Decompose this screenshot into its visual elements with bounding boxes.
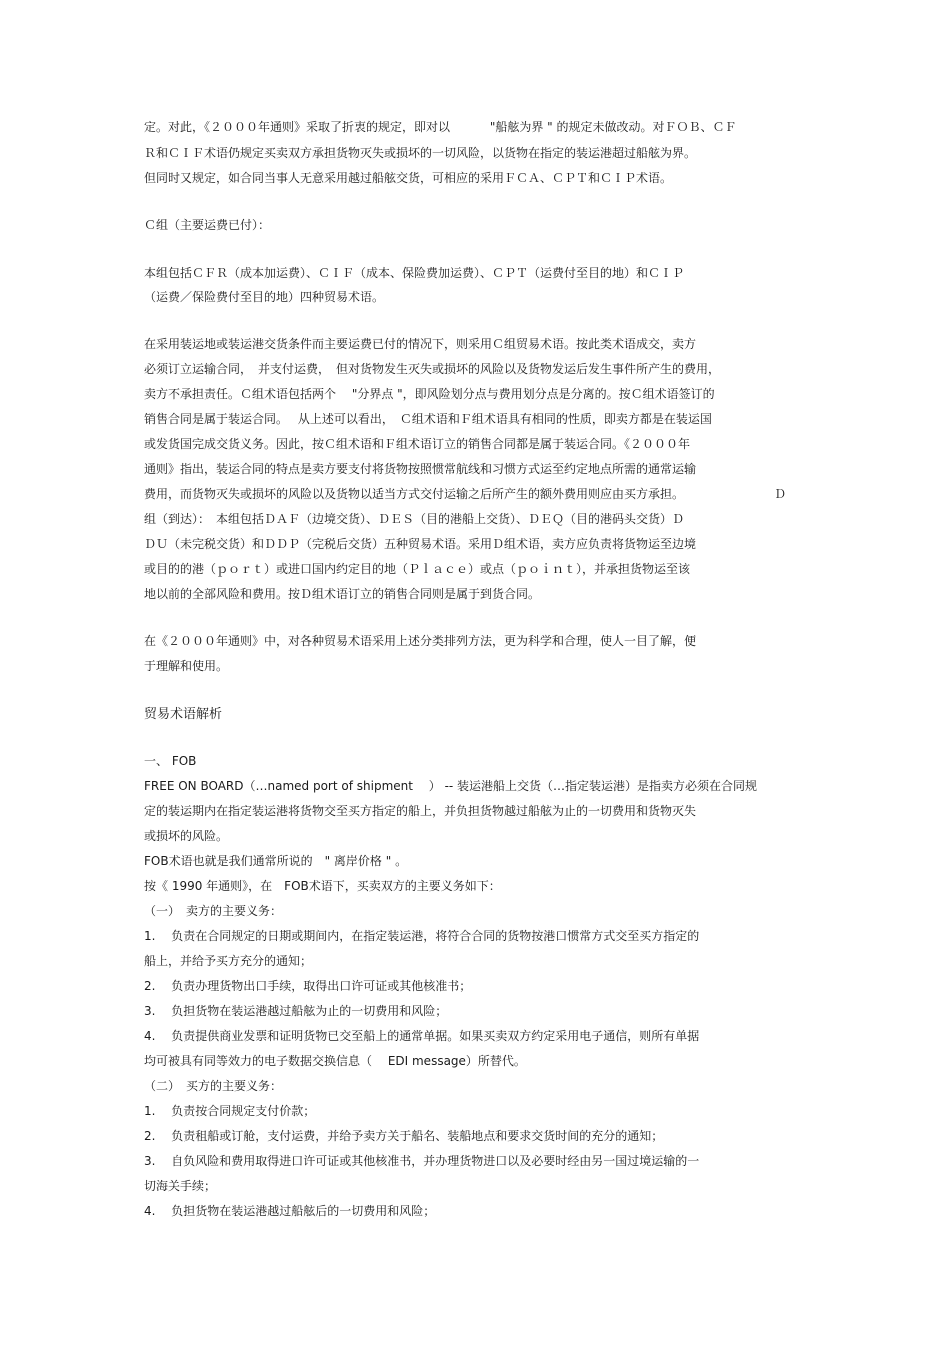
text-line: 卖方不承担责任。Ｃ组术语包括两个 "分界点 "，即风险划分点与费用划分点是分离的。按Ｃ组术语签订的 (144, 387, 715, 401)
list-item: 2. 负责租船或订舱，支付运费，并给予卖方关于船名、装船地点和要求交货时间的充分的通知； (144, 1129, 664, 1143)
text-line: 费用，而货物灭失或损坏的风险以及货物以适当方式交付运输之后所产生的额外费用则应由买方承担。 Ｄ (144, 487, 787, 501)
text-line: （运费／保险费付至目的地）四种贸易术语。 (144, 290, 385, 304)
list-item: 2. 负责办理货物出口手续，取得出口许可证或其他核准书； (144, 979, 472, 993)
list-item: 3. 自负风险和费用取得进口许可证或其他核准书，并办理货物进口以及必要时经由另一国过境运输的一 (144, 1154, 700, 1168)
text-line: 但同时又规定，如合同当事人无意采用越过船舷交货，可相应的采用ＦＣＡ、ＣＰＴ和ＣＩＰ术语。 (144, 171, 673, 185)
text-line: 通则》指出，装运合同的特点是卖方要支付将货物按照惯常航线和习惯方式运至约定地点所需的通常运输 (144, 462, 697, 476)
text-line: 或发货国完成交货义务。因此，按Ｃ组术语和Ｆ组术语订立的销售合同都是属于装运合同。《２０００年 (144, 437, 691, 451)
text-line: 销售合同是属于装运合同。 从上述可以看出， Ｃ组术语和Ｆ组术语具有相同的性质，即卖方都是在装运国 (144, 412, 712, 426)
list-heading: （一） 卖方的主要义务： (144, 904, 283, 918)
text-line: 在《２０００年通则》中，对各种贸易术语采用上述分类排列方法，更为科学和合理，使人一目了解，便 (144, 634, 697, 648)
text-line: 或目的的港（ｐｏｒｔ）或进口国内约定目的地（Ｐｌａｃｅ）或点（ｐｏｉｎｔ），并承担货物运至该 (144, 562, 691, 576)
text-line: FREE ON BOARD（…named port of shipment ） -- 装运港船上交货（…指定装运港）是指卖方必须在合同规 (144, 779, 758, 793)
text-line: 于理解和使用。 (144, 659, 229, 673)
section-heading: 贸易术语解析 (144, 707, 223, 722)
text-line: 切海关手续； (144, 1179, 217, 1193)
list-item: 1. 负责按合同规定支付价款； (144, 1104, 316, 1118)
text-line: 均可被具有同等效力的电子数据交换信息（ EDI message）所替代。 (144, 1054, 526, 1068)
text-line: 定。对此，《２０００年通则》采取了折衷的规定，即对以 "船舷为界 " 的规定未做改动。对ＦＯＢ、ＣＦ (144, 120, 737, 134)
list-item: 4. 负担货物在装运港越过船舷后的一切费用和风险； (144, 1204, 436, 1218)
text-line: 船上，并给予买方充分的通知； (144, 954, 313, 968)
subsection-heading: 一、 FOB (144, 754, 197, 768)
text-line: 在采用装运地或装运港交货条件而主要运费已付的情况下，则采用Ｃ组贸易术语。按此类术语成交，卖方 (144, 337, 697, 351)
text-line: 按《 1990 年通则》，在 FOB术语下，买卖双方的主要义务如下： (144, 879, 501, 893)
text-line: 定的装运期内在指定装运港将货物交至买方指定的船上，并负担货物越过船舷为止的一切费用和货物灭失 (144, 804, 697, 818)
list-item: 3. 负担货物在装运港越过船舷为止的一切费用和风险； (144, 1004, 448, 1018)
list-item: 1. 负责在合同规定的日期或期间内，在指定装运港，将符合合同的货物按港口惯常方式交至买方指定的 (144, 929, 700, 943)
list-item: 4. 负责提供商业发票和证明货物已交至船上的通常单据。如果买卖双方约定采用电子通信，则所有单据 (144, 1029, 700, 1043)
text-line: 必须订立运输合同， 并支付运费， 但对货物发生灭失或损坏的风险以及货物发运后发生事件所产生的费用， (144, 362, 721, 376)
text-line: FOB术语也就是我们通常所说的 " 离岸价格 " 。 (144, 854, 408, 868)
section-heading: Ｃ组（主要运费已付）： (144, 218, 271, 232)
text-line: 或损坏的风险。 (144, 829, 229, 843)
text-line: Ｒ和ＣＩＦ术语仍规定买卖双方承担货物灭失或损坏的一切风险，以货物在指定的装运港超过船舷为界。 (144, 146, 697, 160)
text-line: 地以前的全部风险和费用。按Ｄ组术语订立的销售合同则是属于到货合同。 (144, 587, 541, 601)
list-heading: （二） 买方的主要义务： (144, 1079, 283, 1093)
text-line: ＤＵ（未完税交货）和ＤＤＰ（完税后交货）五种贸易术语。采用Ｄ组术语，卖方应负责将货物运至边境 (144, 537, 697, 551)
text-line: 组（到达）： 本组包括ＤＡＦ（边境交货）、ＤＥＳ（目的港船上交货）、ＤＥＱ（目的港码头交货）Ｄ (144, 512, 685, 526)
text-line: 本组包括ＣＦＲ（成本加运费）、ＣＩＦ（成本、保险费加运费）、ＣＰＴ（运费付至目的地）和ＣＩＰ (144, 266, 685, 280)
